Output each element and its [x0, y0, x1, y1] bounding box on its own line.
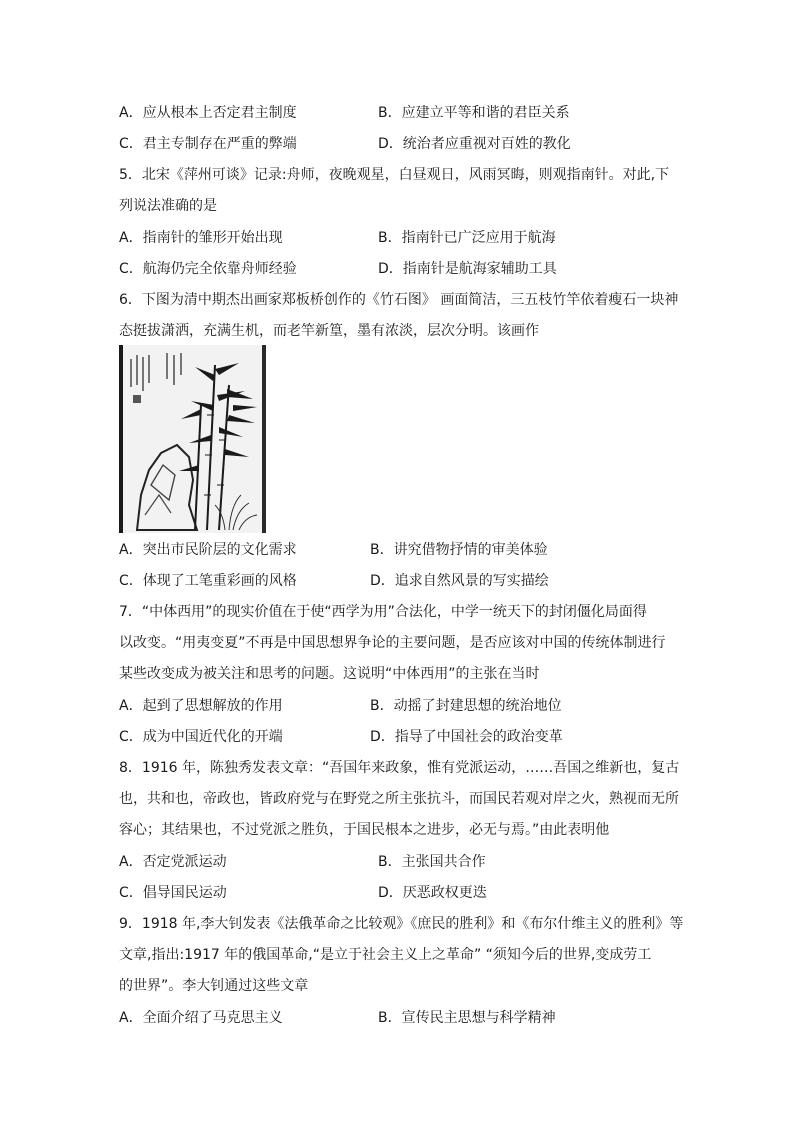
- q9-option-a[interactable]: A．全面介绍了马克思主义: [119, 1010, 283, 1026]
- q8-stem-line-2: 也，共和也，帝政也，皆政府党与在野党之所主张抗斗，而国民若观对岸之火，熟视而无所: [119, 791, 679, 807]
- q9-stem-line-2: 文章,指出:1917 年的俄国革命,“是立于社会主义上之革命” “须知今后的世界,变成劳工: [119, 947, 652, 963]
- q9-stem-line-3: 的世界”。李大钊通过这些文章: [119, 978, 309, 994]
- q6-option-b[interactable]: B．讲究借物抒情的审美体验: [370, 542, 548, 558]
- q8-option-c[interactable]: C．倡导国民运动: [119, 885, 227, 901]
- q6-option-d[interactable]: D．追求自然风景的写实描绘: [370, 573, 549, 589]
- q7-stem-line-1: 7．“中体西用”的现实价值在于使“西学为用”合法化，中学一统天下的封闭僵化局面得: [119, 604, 647, 620]
- q4-option-c[interactable]: C．君主专制存在严重的弊端: [119, 136, 297, 152]
- q9-stem-line-1: 9．1918 年,李大钊发表《法俄革命之比较观》《庶民的胜利》和《布尔什维主义的胜利》等: [119, 916, 684, 932]
- q7-stem-line-2: 以改变。“用夷变夏”不再是中国思想界争论的主要问题，是否应该对中国的传统体制进行: [119, 635, 666, 651]
- q7-option-c[interactable]: C．成为中国近代化的开端: [119, 729, 283, 745]
- q5-stem-line-2: 列说法准确的是: [119, 198, 217, 214]
- q8-option-a[interactable]: A．否定党派运动: [119, 854, 227, 870]
- q5-option-b[interactable]: B．指南针已广泛应用于航海: [378, 230, 556, 246]
- q4-option-d[interactable]: D．统治者应重视对百姓的教化: [378, 136, 571, 152]
- q8-option-d[interactable]: D．厌恶政权更迭: [378, 885, 487, 901]
- q4-option-b[interactable]: B．应建立平等和谐的君臣关系: [378, 105, 570, 121]
- q6-stem-line-1: 6．下图为清中期杰出画家郑板桥创作的《竹石图》 画面简洁，三五枝竹竿依着瘦石一块神: [119, 292, 679, 308]
- q5-option-a[interactable]: A．指南针的雏形开始出现: [119, 230, 283, 246]
- q8-stem-line-1: 8．1916 年，陈独秀发表文章：“吾国年来政象，惟有党派运动，……吾国之维新也，复古: [119, 760, 680, 776]
- q6-option-a[interactable]: A．突出市民阶层的文化需求: [119, 542, 297, 558]
- q8-stem-line-3: 容心；其结果也，不过党派之胜负，于国民根本之进步，必无与焉。”由此表明他: [119, 822, 610, 838]
- q5-stem-line-1: 5．北宋《萍州可谈》记录:舟师，夜晚观星，白昼观日，风雨冥晦，则观指南针。对此,下: [119, 167, 670, 183]
- q9-option-b[interactable]: B．宣传民主思想与科学精神: [378, 1010, 556, 1026]
- q5-option-c[interactable]: C．航海仍完全依靠舟师经验: [119, 261, 297, 277]
- q7-option-b[interactable]: B．动摇了封建思想的统治地位: [370, 698, 562, 714]
- q7-option-d[interactable]: D．指导了中国社会的政治变革: [370, 729, 563, 745]
- painting-illustration: [119, 345, 266, 533]
- q5-option-d[interactable]: D．指南针是航海家辅助工具: [378, 261, 557, 277]
- q6-option-c[interactable]: C．体现了工笔重彩画的风格: [119, 573, 297, 589]
- q8-option-b[interactable]: B．主张国共合作: [378, 854, 486, 870]
- q7-option-a[interactable]: A．起到了思想解放的作用: [119, 698, 283, 714]
- bamboo-stone-painting: [119, 345, 266, 533]
- q7-stem-line-3: 某些改变成为被关注和思考的问题。这说明“中体西用”的主张在当时: [119, 666, 540, 682]
- q6-stem-line-2: 态挺拔潇洒，充满生机，而老竿新篁，墨有浓淡，层次分明。该画作: [119, 323, 539, 339]
- q4-option-a[interactable]: A．应从根本上否定君主制度: [119, 105, 297, 121]
